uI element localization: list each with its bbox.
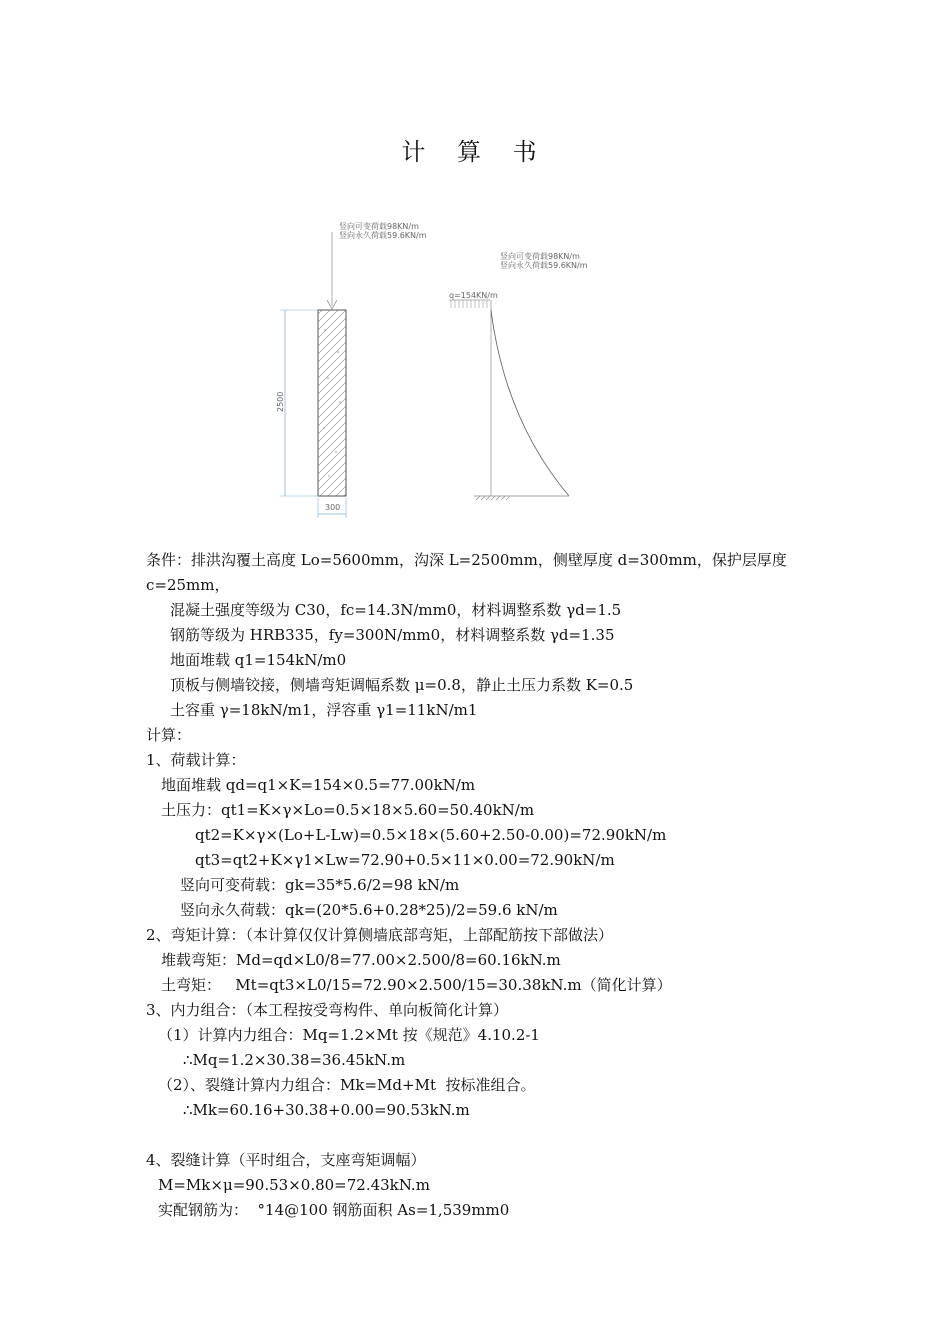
surface-load-label: q=154KN/m [449,291,498,300]
text-line: 实配钢筋为： °14@100 钢筋面积 As=1,539mm0 [158,1201,510,1219]
text-line: （2）、裂缝计算内力组合：Mk=Md+Mt 按标准组合。 [158,1076,536,1094]
text-line: qt2=K×γ×(Lo+L-Lw)=0.5×18×(5.60+2.50-0.00)=72.90kN/m [195,826,667,844]
ground-hatch [476,496,510,500]
text-line: 条件：排洪沟覆土高度 Lo=5600mm，沟深 L=2500mm，侧壁厚度 d=300mm，保护层厚度 [146,551,787,569]
text-line: 土容重 γ=18kN/m1，浮容重 γ1=11kN/m1 [170,701,478,719]
text-line: M=Mk×μ=90.53×0.80=72.43kN.m [158,1176,430,1194]
wall-section [318,310,346,496]
text-line: 4、裂缝计算（平时组合，支座弯矩调幅） [146,1151,426,1169]
text-line: 土弯矩： Mt=qt3×L0/15=72.90×2.500/15=30.38kN.m（简化计算） [161,976,672,994]
left-load-label-1: 竖向可变荷载98KN/m [339,222,419,231]
text-line: 3、内力组合：（本工程按受弯构件、单向板简化计算） [146,1001,509,1019]
text-line: qt3=qt2+K×γ1×Lw=72.90+0.5×11×0.00=72.90kN/m [195,851,615,869]
page-title: 计 算 书 [401,138,549,166]
text-line: ∴Mk=60.16+30.38+0.00=90.53kN.m [183,1101,470,1119]
left-load-label-2: 竖向永久荷载59.6KN/m [339,231,427,240]
text-line: 1、荷载计算： [146,751,246,769]
height-dimension-label: 2500 [276,391,285,412]
earth-pressure-curve [491,310,569,496]
text-line: 2、弯矩计算：（本计算仅仅计算侧墙底部弯矩，上部配筋按下部做法） [146,926,614,944]
text-line: 竖向永久荷载：qk=(20*5.6+0.28*25)/2=59.6 kN/m [180,901,558,919]
text-line: 计算： [146,726,192,744]
text-line: 钢筋等级为 HRB335，fy=300N/mm0，材料调整系数 γd=1.35 [170,626,615,644]
text-line: 土压力：qt1=K×γ×Lo=0.5×18×5.60=50.40kN/m [161,801,535,819]
right-load-label-2: 竖向永久荷载59.6KN/m [500,261,588,270]
width-dimension-label: 300 [325,503,341,512]
text-line: 混凝土强度等级为 C30，fc=14.3N/mm0，材料调整系数 γd=1.5 [170,601,622,619]
text-line: c=25mm， [146,576,230,594]
surface-load-ticks [451,300,487,308]
text-line: （1）计算内力组合：Mq=1.2×Mt 按《规范》4.10.2-1 [158,1026,540,1044]
text-line: 顶板与侧墙铰接，侧墙弯矩调幅系数 μ=0.8，静止土压力系数 K=0.5 [170,676,634,694]
text-line: ∴Mq=1.2×30.38=36.45kN.m [183,1051,406,1069]
right-load-label-1: 竖向可变荷载98KN/m [500,252,580,261]
retaining-wall-diagram [0,0,950,530]
text-line: 竖向可变荷载：gk=35*5.6/2=98 kN/m [180,876,460,894]
text-line: 地面堆载 qd=q1×K=154×0.5=77.00kN/m [161,776,476,794]
text-line: 地面堆载 q1=154kN/m0 [170,651,347,669]
text-line: 堆载弯矩：Md=qd×L0/8=77.00×2.500/8=60.16kN.m [161,951,561,969]
